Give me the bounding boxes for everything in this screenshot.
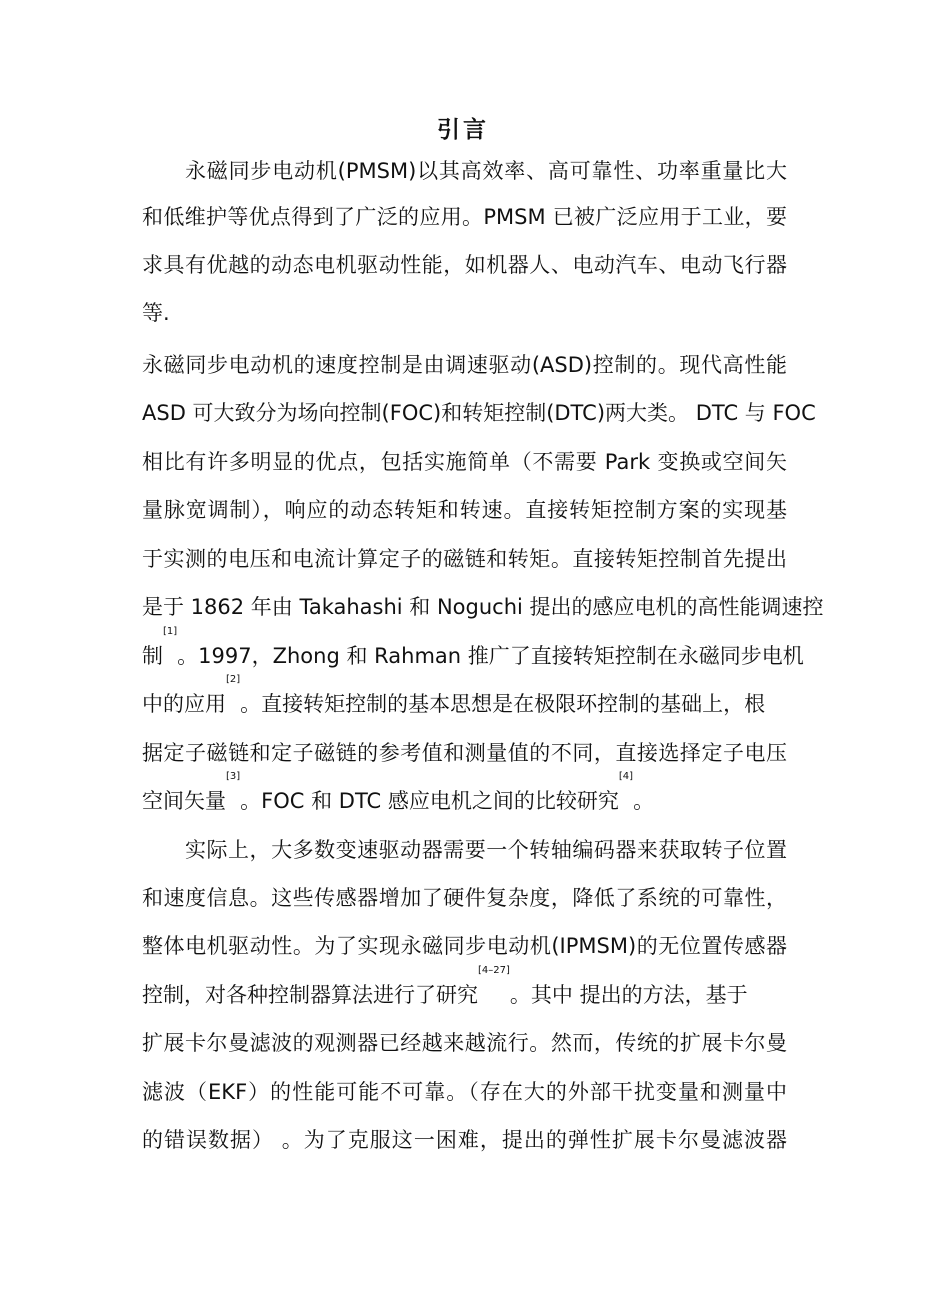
text-fragment: 。其中 提出的方法，基于: [509, 983, 748, 1007]
text-line: [142, 674, 787, 727]
text-fragment: 制: [142, 644, 163, 668]
text-line: 据定子磁链和定子磁链的参考值和测量值的不同，直接选择定子电压: [142, 741, 787, 765]
citation-ref: [3]: [226, 771, 241, 782]
text-line: [142, 965, 787, 1018]
text-line: 扩展卡尔曼滤波的观测器已经越来越流行。然而，传统的扩展卡尔曼: [142, 1031, 787, 1055]
text-fragment: 空间矢量: [142, 789, 226, 813]
text-line: 和速度信息。这些传感器增加了硬件复杂度，降低了系统的可靠性，: [142, 886, 787, 910]
text-line: 于实测的电压和电流计算定子的磁链和转矩。直接转矩控制首先提出: [142, 547, 787, 571]
text-line: 的错误数据） 。为了克服这一困难，提出的弹性扩展卡尔曼滤波器: [142, 1128, 787, 1152]
citation-ref: [1]: [163, 626, 178, 637]
text-fragment: 。1997，Zhong 和 Rahman 推广了直接转矩控制在永磁同步电机: [177, 644, 804, 668]
text-line: 整体电机驱动性。为了实现永磁同步电动机(IPMSM)的无位置传感器: [142, 934, 787, 958]
text-line: 实际上，大多数变速驱动器需要一个转轴编码器来获取转子位置: [185, 838, 787, 862]
text-fragment: 。直接转矩控制的基本思想是在极限环控制的基础上，根: [240, 692, 766, 716]
citation-ref: [4–27]: [478, 965, 510, 976]
text-line: [142, 626, 804, 679]
text-line: 求具有优越的动态电机驱动性能，如机器人、电动汽车、电动飞行器: [142, 253, 787, 277]
text-fragment: 中的应用: [142, 692, 226, 716]
text-line: 等.: [142, 301, 170, 325]
text-line: 量脉宽调制），响应的动态转矩和转速。直接转矩控制方案的实现基: [142, 498, 787, 522]
text-line: 永磁同步电动机的速度控制是由调速驱动(ASD)控制的。现代高性能: [142, 353, 787, 377]
text-line: 永磁同步电动机(PMSM)以其高效率、高可靠性、功率重量比大: [185, 159, 787, 183]
text-line: ASD 可大致分为场向控制(FOC)和转矩控制(DTC)两大类。 DTC 与 FOC: [142, 401, 816, 425]
text-line: 滤波（EKF）的性能可能不可靠。（存在大的外部干扰变量和测量中: [142, 1080, 787, 1104]
citation-ref: [4]: [618, 771, 634, 782]
text-line: 和低维护等优点得到了广泛的应用。PMSM 已被广泛应用于工业，要: [142, 205, 787, 229]
section-title: 引言: [437, 117, 489, 143]
text-fragment: 控制，对各种控制器算法进行了研究: [142, 983, 478, 1007]
text-line: 是于 1862 年由 Takahashi 和 Noguchi 提出的感应电机的高性能调速控: [142, 595, 824, 619]
citation-ref: [2]: [226, 674, 241, 685]
text-fragment: 。: [633, 789, 655, 813]
text-line: 相比有许多明显的优点，包括实施简单（不需要 Park 变换或空间矢: [142, 450, 787, 474]
text-fragment: 。FOC 和 DTC 感应电机之间的比较研究: [240, 789, 619, 813]
text-line: [142, 771, 787, 824]
